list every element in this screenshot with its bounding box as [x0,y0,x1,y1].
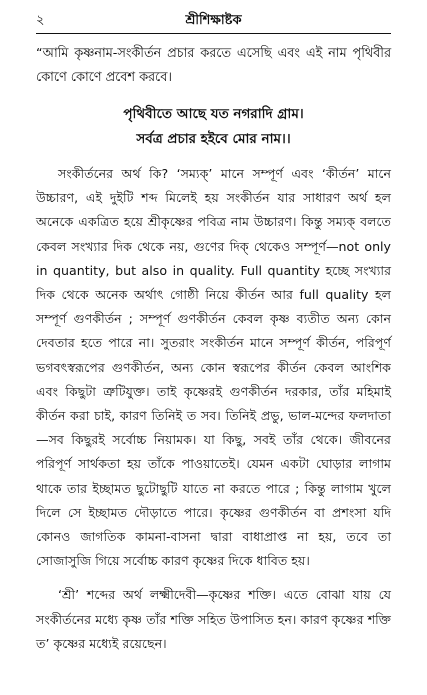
body-paragraph-2: ‘শ্রী’ শব্দের অর্থ লক্ষ্মীদেবী—কৃষ্ণের শক্তি। এতে বোঝা যায় যে সংকীর্তনের মধ্যে কৃষ্ণ তাঁর শক্তি সহিত উপাসিত হন। কারণ কৃষ্ণের শক্তি ত’ কৃষ্ণের মধ্যেই রয়েছেন। [36,587,391,651]
verse-line-1: পৃথিবীতে আছে যত নগরাদি গ্রাম। [123,106,304,122]
book-page [0,12,427,695]
running-title: শ্রীশিক্ষাষ্টক [185,13,242,28]
body-paragraph-1: সংকীর্তনের অর্থ কি? ‘সম্যক্’ মানে সম্পূর্ণ এবং ‘কীর্তন’ মানে উচ্চারণ, এই দুইটি শব্দ মিলেই হয় সংকীর্তন যার সাধারণ অর্থ হল অনেকে একত্রিত হয়ে শ্রীকৃষ্ণের পবিত্র নাম উচ্চারণ। কিন্তু সম্যক্ বলতে কেবল সংখ্যার দিক থেকে নয়, গুণের দিক্ থেকেও সম্পূর্ণ—not only in quantity, but also in quality. Full quantity হচ্ছে সংখ্যার দিক থেকে অনেক অর্থাৎ গোষ্ঠী নিয়ে কীর্তন আর full quality হল সম্পূর্ণ গুণকীর্তন ; সম্পূর্ণ গুণকীর্তন কেবল কৃষ্ণ ব্যতীত অন্য কোন দেবতার হতে পারে না। সুতরাং সংকীর্তন মানে সম্পূর্ণ কীর্তন, পরিপূর্ণ ভগবৎস্বরূপের গুণকীর্তন, অন্য কোন স্বরূপের কীর্তন কেবল আংশিক এবং কিছুটা ত্রুটিযুক্ত। তাই কৃষ্ণেরই গুণকীর্তন দরকার, তাঁর মহিমাই কীর্তন করা চাই, কারণ তিনিই ত সব। তিনিই প্রভু, ভাল-মন্দের ফলদাতা—সব কিছুরই সর্বোচ্চ নিয়ামক। যা কিছু, সবই তাঁর থেকে। জীবনের পরিপূর্ণ সার্থকতা হয় তাঁকে পাওয়াতেই। যেমন একটা ঘোড়ার লাগাম থাকে তার ইচ্ছামত ছুটোছুটি যাতে না করতে পারে ; কিন্তু লাগাম খুলে দিলে সে ইচ্ছামত দৌড়াতে পারে। কৃষ্ণের গুণকীর্তন বা প্রশংসা যদি কোনও জাগতিক কামনা-বাসনা দ্বারা বাধাপ্রাপ্ত না হয়, তবে তা সোজাসুজি গিয়ে সর্বোচ্চ কারণ কৃষ্ণের দিকে ধাবিত হয়। [36,166,391,569]
verse-line-2: সর্বত্র প্রচার হইবে মোর নাম।। [136,131,291,147]
page-number: ২ [36,13,45,28]
verse-block [36,102,391,152]
header-rule [36,33,391,34]
opening-quote: “আমি কৃষ্ণনাম-সংকীর্তন প্রচার করতে এসেছি এবং এই নাম পৃথিবীর কোণে কোণে প্রবেশ করবে। [36,46,391,85]
page-header [36,12,391,36]
